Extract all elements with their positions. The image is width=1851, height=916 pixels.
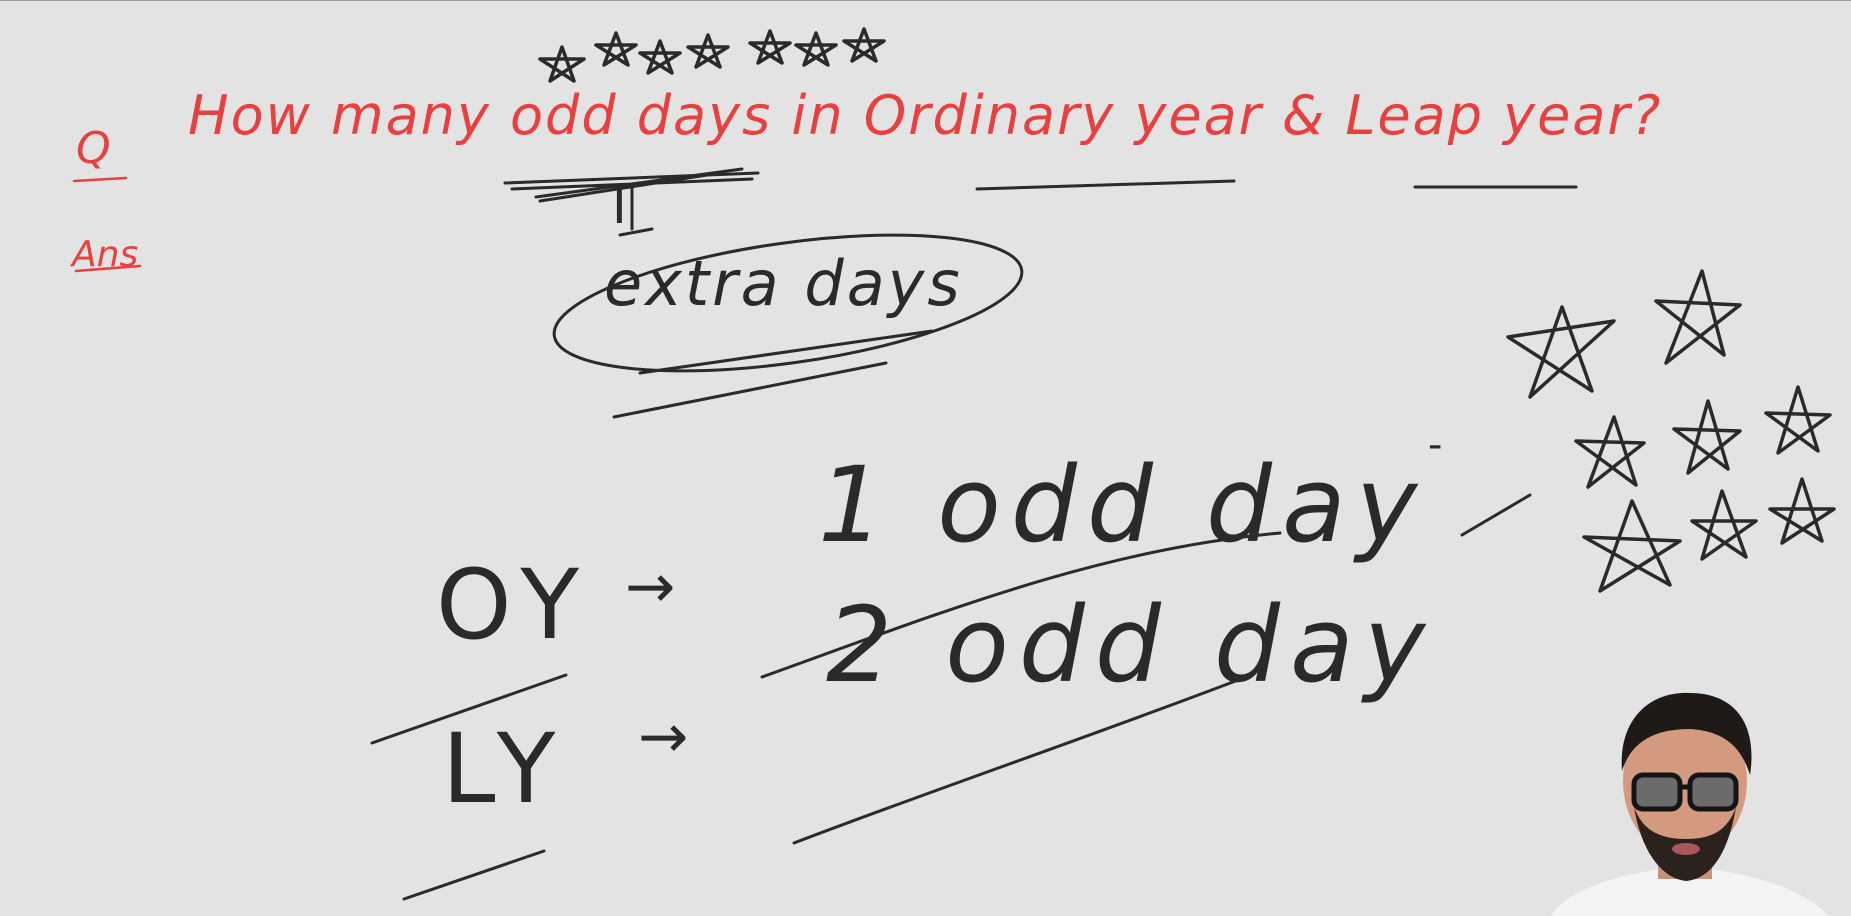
connector-stroke <box>1462 495 1530 535</box>
presenter-webcam <box>1530 679 1840 916</box>
answer-label: Ans <box>72 234 139 275</box>
extra-days-underline-2 <box>614 363 886 417</box>
ordinary-year-label: OY <box>436 549 593 661</box>
star-icon <box>540 47 584 81</box>
extra-days-underline-1 <box>640 331 932 373</box>
odd-days-note: I <box>612 177 627 235</box>
leap-year-odd-days: 2 odd day <box>826 584 1436 706</box>
ordinary-year-odd-days: 1 odd day <box>818 444 1428 566</box>
star-icon <box>1508 307 1614 397</box>
question-label: Q <box>76 123 111 174</box>
dash-mark: - <box>1428 422 1443 468</box>
star-icon <box>640 41 680 73</box>
question-text: How many odd days in Ordinary year & Leap year? <box>188 84 1663 147</box>
ordinary-year-underline <box>977 181 1234 189</box>
star-icon <box>1576 417 1644 487</box>
leap-year-label: LY <box>442 713 570 825</box>
ordinary-year-arrow: → <box>625 552 676 622</box>
question-label-underline <box>74 178 126 181</box>
star-icon <box>1692 491 1756 559</box>
extra-days-note: extra days <box>604 247 963 320</box>
leap-year-arrow: → <box>638 702 689 772</box>
star-icon <box>1674 401 1740 473</box>
odd-days-scribble <box>505 169 758 201</box>
presenter-avatar <box>1530 679 1840 916</box>
star-icon <box>1584 501 1680 591</box>
star-icon <box>844 29 884 61</box>
star-icon <box>750 31 790 63</box>
star-icon <box>1770 479 1834 543</box>
leap-label-underline <box>404 851 544 899</box>
star-icon <box>1766 387 1830 453</box>
star-icon <box>688 35 728 67</box>
star-icon <box>1656 271 1740 363</box>
star-icon <box>796 33 836 65</box>
star-icon <box>596 33 636 65</box>
